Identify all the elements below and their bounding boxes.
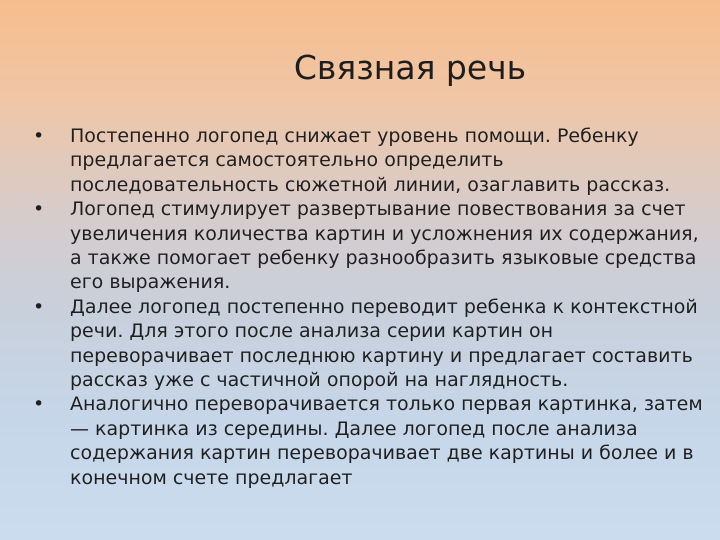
bullet-item (30, 197, 710, 295)
bullet-icon: • (33, 198, 45, 221)
bullet-text: Постепенно логопед снижает уровень помощи. Ребенку предлагается самостоятельно определить последовательность сюжетной линии, озаглавить рассказ. (70, 125, 671, 196)
bullet-item (30, 392, 710, 490)
bullet-item (30, 295, 710, 393)
bullet-icon: • (33, 295, 45, 318)
bullet-item (30, 124, 710, 197)
bullet-icon: • (33, 125, 45, 147)
bullet-list (30, 124, 710, 490)
slide-title: Связная речь (293, 48, 527, 87)
bullet-text: Аналогично переворачивается только первая картинка, затем — картинка из середины. Далее логопед после анализа содержания картин переворачивает две картины и более и в конечном счете предлагает (70, 393, 703, 489)
bullet-text: Логопед стимулирует развертывание повествования за счет увеличения количества картин и усложнения их содержания, а также помогает ребенку разнообразить языковые средства его выражения. (70, 198, 699, 294)
bullet-icon: • (33, 393, 45, 416)
bullet-text: Далее логопед постепенно переводит ребенка к контекстной речи. Для этого после анализа серии картин он переворачивает последнюю картину и предлагает составить рассказ уже с частичной опорой на наглядность. (70, 295, 698, 392)
